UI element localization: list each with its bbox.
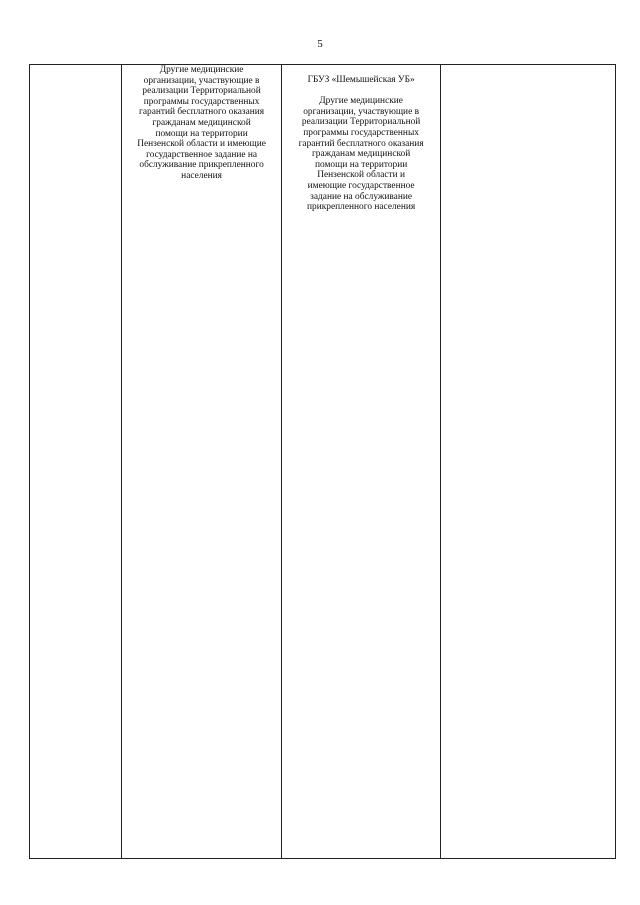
text-line: гарантий бесплатного оказания — [139, 107, 265, 118]
text-line: имеющие государственное — [307, 180, 415, 191]
organization-cell-text — [282, 65, 441, 213]
text-line: программы государственных — [303, 127, 419, 138]
organization-name: ГБУЗ «Шемышейская УБ» — [307, 75, 415, 85]
table-cell-3 — [281, 65, 441, 859]
table-cell-1 — [30, 65, 122, 859]
text-line: Другие медицинские — [319, 96, 403, 107]
text-line: гарантий бесплатного оказания — [298, 138, 424, 149]
text-line: гражданам медицинской — [152, 117, 251, 128]
text-line: реализации Территориальной — [301, 117, 421, 128]
text-line: гражданам медицинской — [311, 149, 411, 160]
text-line: задание на обслуживание — [310, 191, 413, 202]
text-line: обслуживание прикрепленного — [139, 160, 264, 171]
table-row — [30, 65, 616, 859]
text-line: населения — [181, 170, 222, 181]
text-line: помощи на территории — [314, 159, 408, 170]
text-line: прикрепленного населения — [307, 202, 416, 213]
other-organizations-text — [122, 65, 281, 182]
text-line: реализации Территориальной — [142, 86, 261, 97]
text-line: программы государственных — [143, 96, 260, 107]
text-line: помощи на территории — [155, 128, 248, 139]
text-line: государственное задание на — [146, 149, 258, 160]
text-line: организации, участвующие в — [143, 75, 260, 86]
text-line: организации, участвующие в — [303, 106, 420, 117]
text-line: Пензенской области и имеющие — [137, 139, 266, 150]
page-number: 5 — [317, 38, 323, 50]
text-line: Другие медицинские — [159, 65, 244, 75]
table-cell-2 — [122, 65, 282, 859]
text-line: Пензенской области и — [317, 170, 406, 181]
table-cell-4 — [441, 65, 616, 859]
document-table — [29, 64, 616, 859]
paragraph-gap — [285, 86, 438, 97]
